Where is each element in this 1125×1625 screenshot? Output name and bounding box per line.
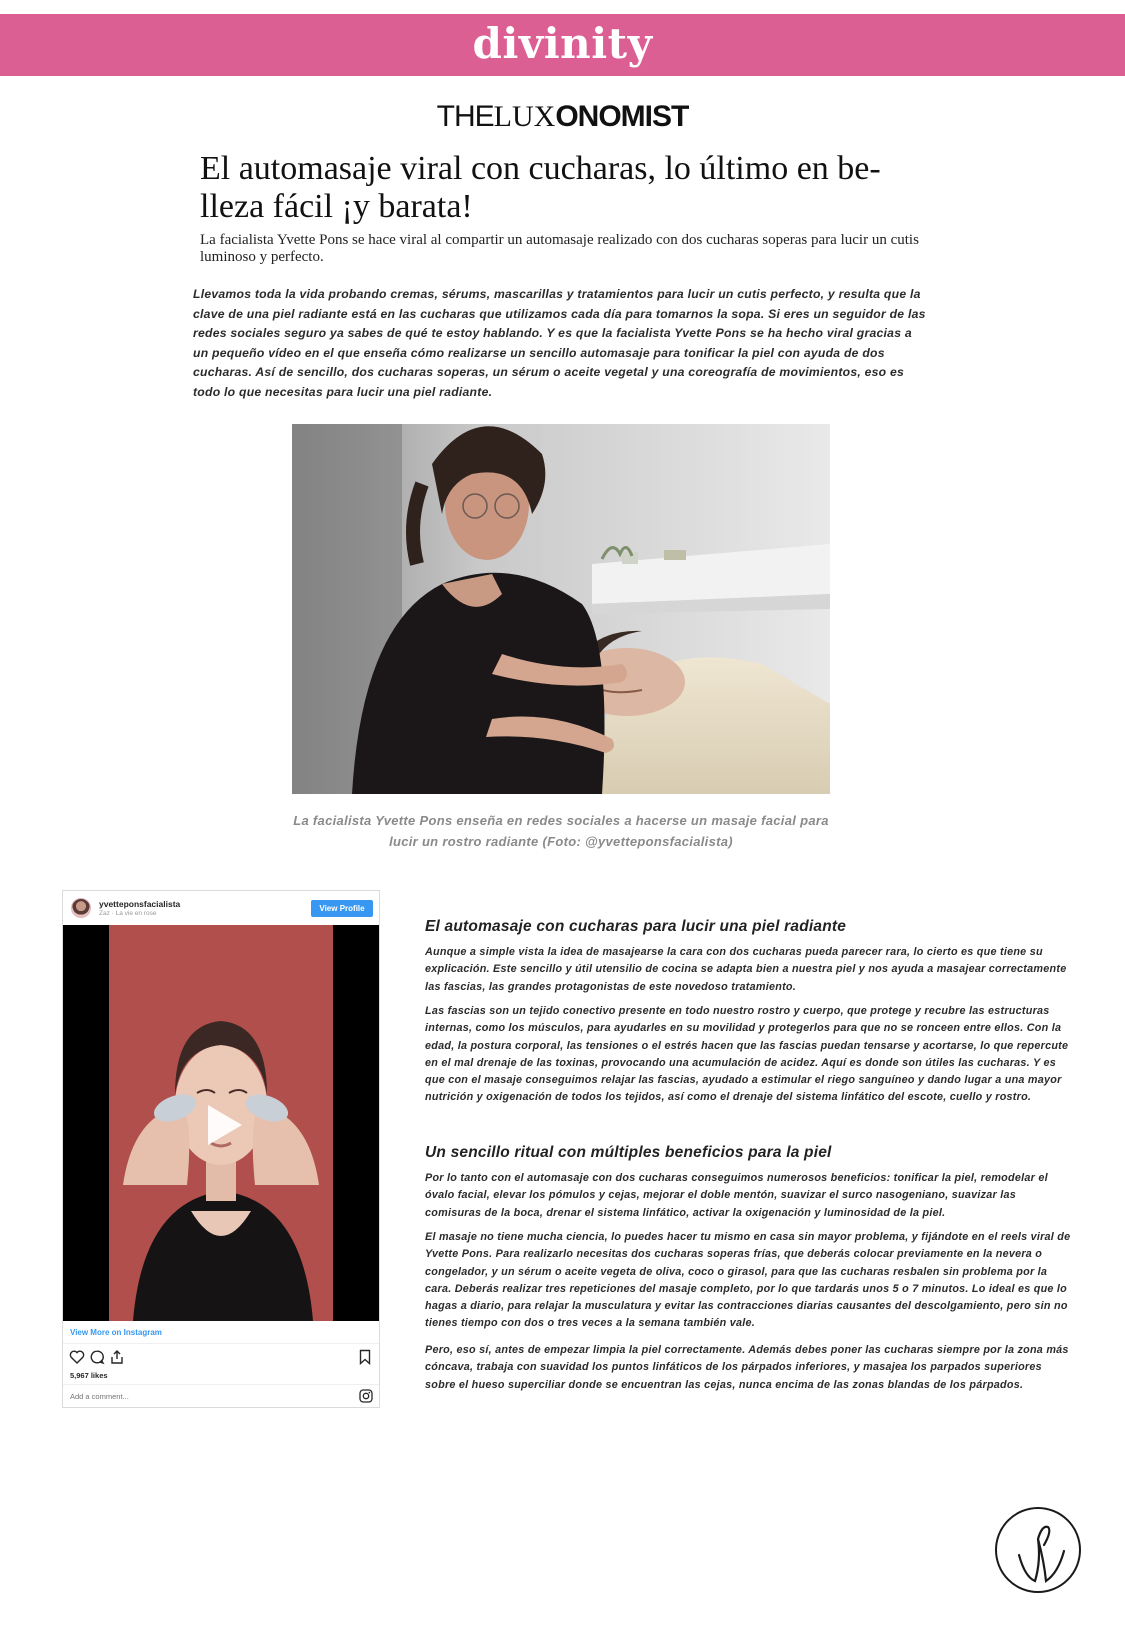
section-1-body-2 bbox=[425, 1003, 1075, 1107]
body-paragraph: Aunque a simple vista la idea de masajearse la cara con dos cucharas pueda parecer rara, lo cierto es que tiene su explicación. Este sencillo y útil utensilio de cocina se adapta bien a nuestra piel y nos ayuda a masajear correctamente las fascias, las grandes protagonistas de este novedoso tratamiento. bbox=[425, 946, 1067, 993]
brand-header bbox=[0, 14, 1125, 76]
section-2-body bbox=[425, 1170, 1075, 1222]
comment-icon[interactable] bbox=[89, 1349, 105, 1365]
instagram-embed bbox=[62, 890, 380, 1408]
instagram-actions bbox=[63, 1349, 379, 1369]
instagram-icon[interactable] bbox=[359, 1389, 373, 1403]
section-1-body bbox=[425, 944, 1075, 996]
divider bbox=[63, 1343, 379, 1344]
bookmark-icon[interactable] bbox=[357, 1349, 373, 1365]
heart-icon[interactable] bbox=[69, 1349, 85, 1365]
share-icon[interactable] bbox=[109, 1349, 125, 1365]
view-profile-button[interactable]: View Profile bbox=[311, 900, 373, 917]
brand-logo: divinity bbox=[472, 18, 653, 68]
body-paragraph: Las fascias son un tejido conectivo presente en todo nuestro rostro y cuerpo, que protege y recubre las estructuras internas, como los músculos, para ayudarles en su movilidad y protegerlos para que no se ronceen entre ellos. Con la edad, la postura corporal, las tensiones o el estrés hacen que las fascias puedan tensarse y acortarse, lo que repercute en el mal drenaje de las toxinas, provocando una acumulación de acidez. Aquí es donde son útiles las cucharas. Y es que con el masaje conseguimos relajar las fascias, ayudado a estimular el riego sanguíneo y dando lugar a una mayor nutrición y oxigenación de todos los tejidos, así como el drenaje del sistema linfático del escote, cuello y rostro. bbox=[425, 1005, 1069, 1104]
view-more-link[interactable]: View More on Instagram bbox=[70, 1328, 162, 1337]
instagram-header bbox=[63, 891, 379, 925]
avatar[interactable] bbox=[71, 898, 91, 918]
section-2-body-3 bbox=[425, 1342, 1075, 1394]
article-intro: Llevamos toda la vida probando cremas, sérums, mascarillas y tratamientos para lucir un cutis perfecto, y resulta que la clave de una piel radiante está en las cucharas que utilizamos cada día para tomarnos la sopa. Si eres un seguidor de las redes sociales seguro ya sabes de qué te estoy hablando. Y es que la facialista Yvette Pons se ha hecho viral gracias a un pequeño vídeo en el que enseña cómo realizarse un sencillo automasaje para tonificar la piel con ayuda de dos cucharas. Así de sencillo, dos cucharas soperas, un sérum o aceite vegetal y una coreografía de movimientos, eso es todo lo que necesitas para lucir una piel radiante. bbox=[193, 287, 926, 399]
body-paragraph: Por lo tanto con el automasaje con dos cucharas conseguimos numerosos beneficios: tonificar la piel, remodelar el óvalo facial, elevar los pómulos y cejas, mejorar el doble mentón, suavizar el surco nasogeniano, suavizar las comisuras de la boca, drenar el sistema linfático, activar la oxigenación y luminosidad de la piel. bbox=[425, 1172, 1048, 1219]
article-photo bbox=[292, 424, 830, 794]
likes-count: 5,967 likes bbox=[70, 1371, 108, 1380]
divider bbox=[63, 1384, 379, 1385]
section-2-body-2 bbox=[425, 1229, 1075, 1333]
play-icon[interactable] bbox=[200, 1103, 244, 1147]
publication-lux: LUX bbox=[493, 100, 556, 133]
publication-logo bbox=[0, 100, 1125, 134]
section-title-1-wrap bbox=[425, 918, 1075, 936]
publication-onomist: ONOMIST bbox=[555, 100, 689, 133]
brand-monogram-icon bbox=[993, 1505, 1083, 1595]
instagram-username[interactable]: yvetteponsfacialista bbox=[99, 899, 181, 909]
body-paragraph: El masaje no tiene mucha ciencia, lo puedes hacer tu mismo en casa sin mayor problema, y fijándote en el reels viral de Yvette Pons. Para realizarlo necesitas dos cucharas soperas frías, que deberás colocar previamente en la nevera o congelador, y un sérum o aceite vegeta de oliva, coco o girasol, para que las cucharas resbalen sin problema por la cara. Deberás realizar tres repeticiones del masaje completo, por lo que tardarás unos 5 o 7 minutos. Lo ideal es que lo hagas a diario, para relajar la musculatura y evitar las contracciones diarias causantes del descolgamiento, pero sin no tienes tiempo con dos o tres veces a la semana también vale. bbox=[425, 1231, 1071, 1330]
article-subheadline: La facialista Yvette Pons se hace viral al compartir un automasaje realizado con dos cucharas soperas para lucir un cutis luminoso y perfecto. bbox=[200, 232, 919, 265]
article-headline: El automasaje viral con cucharas, lo último en be-lleza fácil ¡y barata! bbox=[200, 150, 881, 225]
publication-the: THE bbox=[436, 100, 494, 133]
section-title: Un sencillo ritual con múltiples beneficios para la piel bbox=[425, 1144, 832, 1161]
comment-input[interactable] bbox=[68, 1387, 342, 1405]
instagram-audio-label: Zaz · La vie en rose bbox=[99, 910, 157, 917]
photo-caption: La facialista Yvette Pons enseña en redes sociales a hacerse un masaje facial para lucir un rostro radiante (Foto: @yvetteponsfacialista) bbox=[293, 813, 829, 849]
instagram-video[interactable] bbox=[63, 925, 379, 1321]
section-title-2-wrap bbox=[425, 1144, 1075, 1162]
section-title: El automasaje con cucharas para lucir una piel radiante bbox=[425, 918, 847, 935]
body-paragraph: Pero, eso sí, antes de empezar limpia la piel correctamente. Además debes poner las cucharas siempre por la zona más cóncava, trabaja con suavidad los puntos linfáticos de los párpados inferiores, y masajea los parpados superiores sobre el hueso superciliar donde se encuentran las cejas, nunca encima de las zonas blandas de los párpados. bbox=[425, 1344, 1069, 1391]
